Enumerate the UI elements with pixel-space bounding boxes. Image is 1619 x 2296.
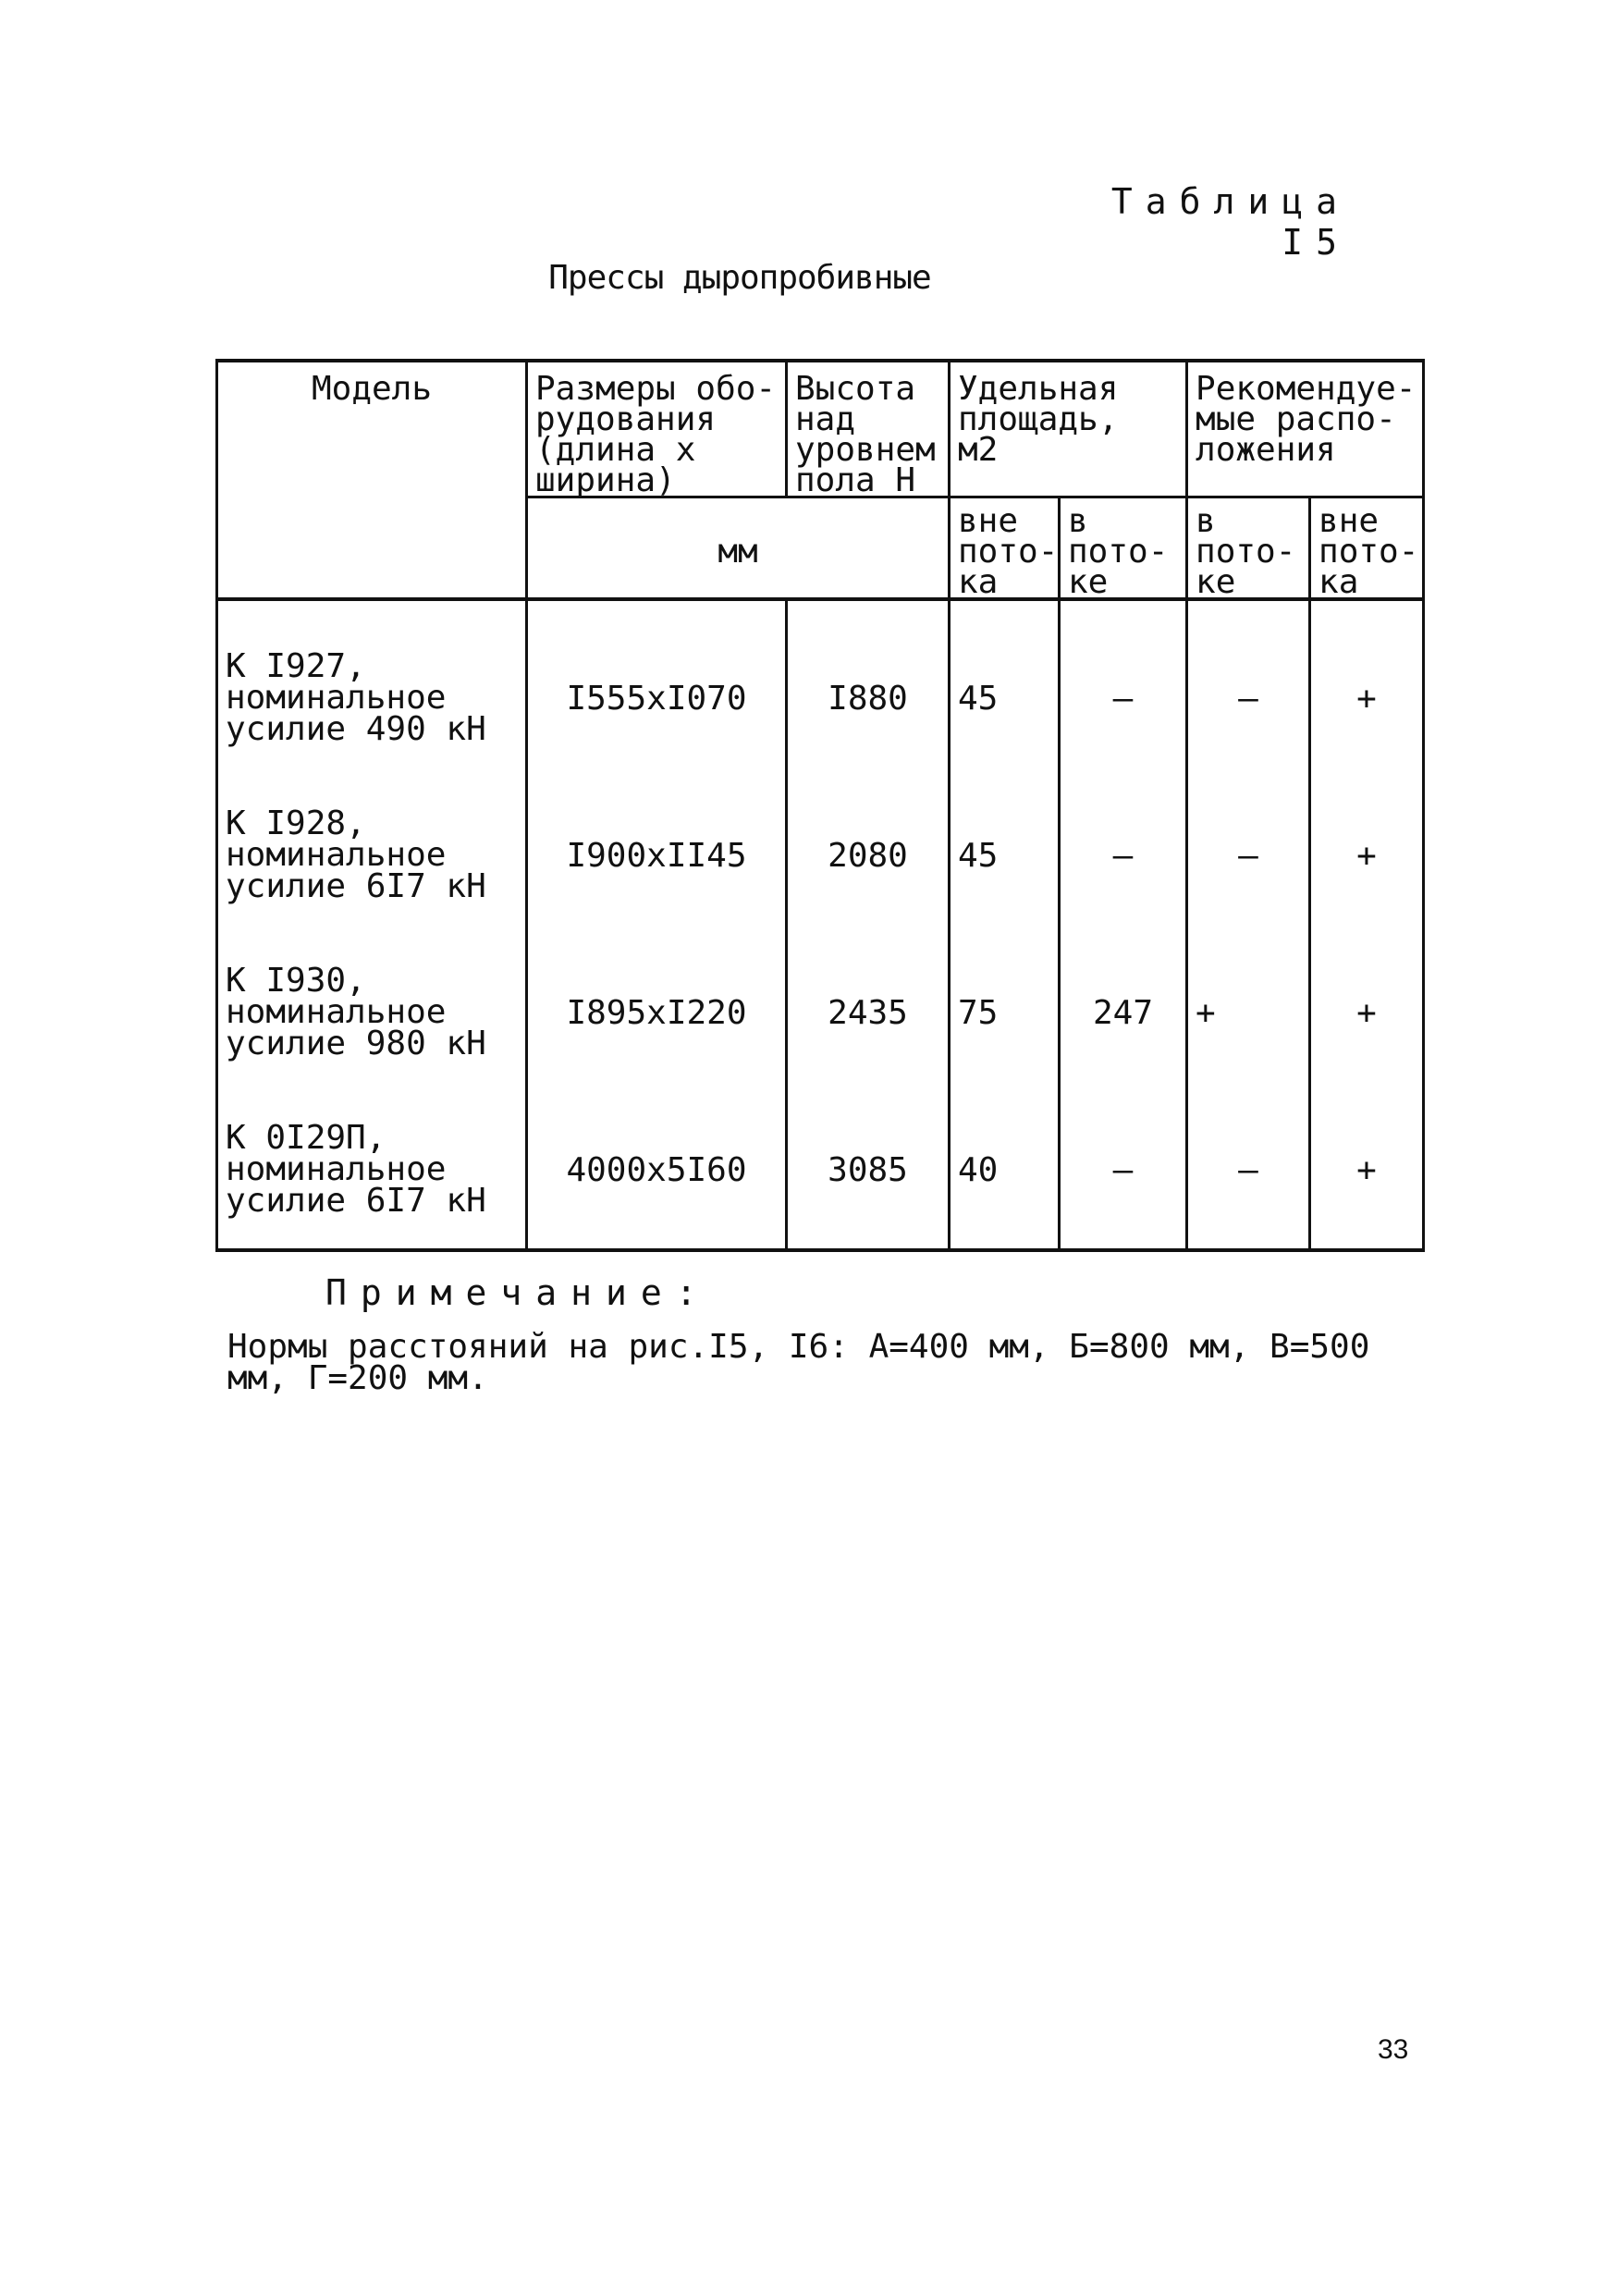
cell-height: 2080 <box>787 777 950 934</box>
cell-area-outside: 75 <box>950 934 1060 1091</box>
header-area-inside: в пото-ке <box>1060 497 1187 600</box>
header-rec-inside: в пото-ке <box>1187 497 1310 600</box>
page-number: 33 <box>1378 2034 1409 2065</box>
cell-area-inside: 247 <box>1060 934 1187 1091</box>
cell-dimensions: I900хII45 <box>527 777 787 934</box>
cell-area-inside: – <box>1060 1091 1187 1250</box>
note-title: Примечание: <box>325 1272 711 1313</box>
cell-rec-outside: + <box>1310 777 1424 934</box>
cell-rec-inside: – <box>1187 777 1310 934</box>
header-units: мм <box>527 497 950 600</box>
cell-rec-outside: + <box>1310 1091 1424 1250</box>
cell-area-inside: – <box>1060 599 1187 777</box>
cell-rec-inside: – <box>1187 599 1310 777</box>
cell-area-inside: – <box>1060 777 1187 934</box>
table-row <box>217 1091 1424 1250</box>
table-row <box>217 777 1424 934</box>
cell-dimensions: 4000х5I60 <box>527 1091 787 1250</box>
table-row <box>217 934 1424 1091</box>
header-height: Высота над уровнем пола Н <box>787 361 950 497</box>
cell-height: 2435 <box>787 934 950 1091</box>
header-rec-outside: вне пото-ка <box>1310 497 1424 600</box>
header-area-outside: вне пото-ка <box>950 497 1060 600</box>
cell-dimensions: I555хI070 <box>527 599 787 777</box>
cell-model: К I927, номинальное усилие 490 кН <box>217 599 527 777</box>
cell-rec-inside: + <box>1187 934 1310 1091</box>
header-dimensions: Размеры обо-рудования (длина х ширина) <box>527 361 787 497</box>
header-model: Модель <box>217 361 527 599</box>
cell-rec-outside: + <box>1310 934 1424 1091</box>
presses-table <box>215 359 1425 1252</box>
cell-model: К I930, номинальное усилие 980 кН <box>217 934 527 1091</box>
cell-model: К I928, номинальное усилие 6I7 кН <box>217 777 527 934</box>
cell-height: 3085 <box>787 1091 950 1250</box>
cell-rec-outside: + <box>1310 599 1424 777</box>
table-label: Таблица I5 <box>1110 181 1350 263</box>
table-row <box>217 599 1424 777</box>
table-title: Прессы дыропробивные <box>548 259 931 297</box>
cell-area-outside: 40 <box>950 1091 1060 1250</box>
cell-height: I880 <box>787 599 950 777</box>
note-text: Нормы расстояний на рис.I5, I6: А=400 мм, Б=800 мм, В=500 мм, Г=200 мм. <box>227 1328 1370 1397</box>
cell-rec-inside: – <box>1187 1091 1310 1250</box>
cell-area-outside: 45 <box>950 599 1060 777</box>
cell-area-outside: 45 <box>950 777 1060 934</box>
header-area: Удельная площадь, м2 <box>950 361 1187 497</box>
header-recommended: Рекомендуе-мые распо-ложения <box>1187 361 1424 497</box>
cell-dimensions: I895хI220 <box>527 934 787 1091</box>
cell-model: К 0I29П, номинальное усилие 6I7 кН <box>217 1091 527 1250</box>
